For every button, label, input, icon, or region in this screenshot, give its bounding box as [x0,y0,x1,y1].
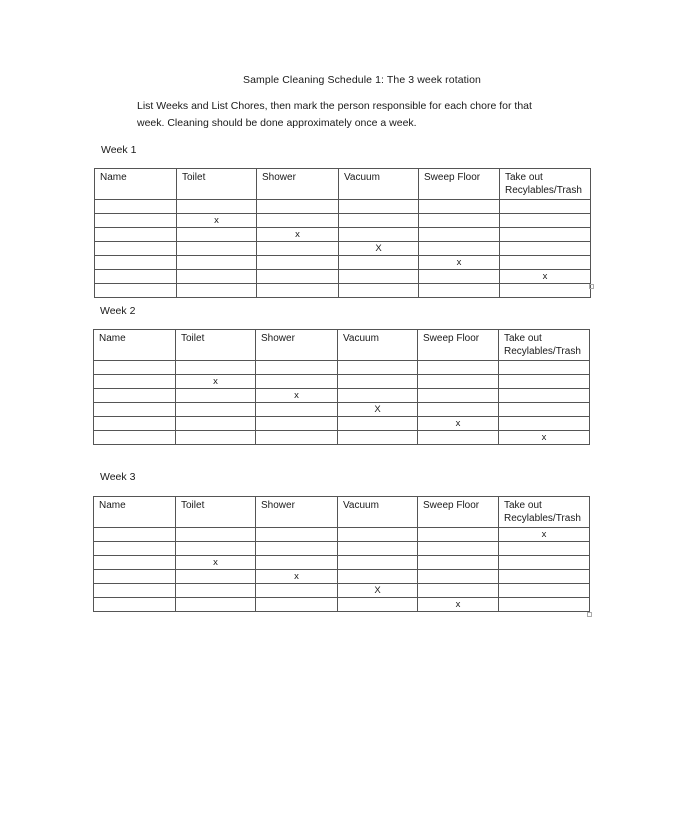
table-cell[interactable] [95,214,177,228]
table-cell[interactable] [94,389,176,403]
table-cell[interactable]: X [338,584,418,598]
table-cell[interactable] [256,361,338,375]
column-header: Shower [256,497,338,528]
table-row [94,598,590,612]
table-cell[interactable] [176,584,256,598]
table-cell[interactable] [94,542,176,556]
table-cell[interactable] [338,375,418,389]
table-cell[interactable] [338,570,418,584]
table-cell[interactable] [94,403,176,417]
table-cell[interactable] [177,200,257,214]
intro-line-2: week. Cleaning should be done approximately once a week. [137,117,417,129]
table-cell[interactable] [256,375,338,389]
table-cell[interactable] [176,431,256,445]
table-cell[interactable]: x [418,598,499,612]
table-row [94,389,590,403]
table-row [94,403,590,417]
table-cell[interactable] [177,228,257,242]
table-cell[interactable]: x [499,528,590,542]
table-cell[interactable]: x [176,375,256,389]
table-cell[interactable] [256,403,338,417]
table-row [95,284,591,298]
table-cell[interactable] [256,431,338,445]
table-cell[interactable] [94,375,176,389]
table-cell[interactable] [94,417,176,431]
header-row [94,497,590,528]
table-row [94,584,590,598]
table-cell[interactable] [257,200,339,214]
table-cell[interactable] [418,570,499,584]
table-cell[interactable] [177,242,257,256]
table-row [94,417,590,431]
table-cell[interactable] [95,242,177,256]
header-row [95,169,591,200]
table-cell[interactable] [176,417,256,431]
column-header: Vacuum [339,169,419,200]
table-cell[interactable] [338,528,418,542]
table-cell[interactable] [419,214,500,228]
table-cell[interactable] [339,228,419,242]
table-cell[interactable] [418,584,499,598]
table-row [95,228,591,242]
document-title: Sample Cleaning Schedule 1: The 3 week rotation [243,74,481,86]
table-cell[interactable] [500,200,591,214]
column-header: Vacuum [338,330,418,361]
table-cell[interactable] [419,270,500,284]
table-cell[interactable] [500,228,591,242]
table-cell[interactable] [95,256,177,270]
column-header: Toilet [177,169,257,200]
table-row [95,242,591,256]
table-cell[interactable] [418,361,499,375]
column-header: Name [95,169,177,200]
table-cell[interactable] [499,556,590,570]
table-cell[interactable] [176,570,256,584]
table-row [95,200,591,214]
table-cell[interactable] [177,284,257,298]
table-cell[interactable] [499,389,590,403]
column-header: Take out Recylables/Trash [499,497,590,528]
table-cell[interactable] [500,242,591,256]
table-cell[interactable] [256,542,338,556]
column-header: Vacuum [338,497,418,528]
table-cell[interactable] [418,528,499,542]
table-cell[interactable] [256,417,338,431]
table-cell[interactable] [419,228,500,242]
table-cell[interactable] [418,389,499,403]
week-3-heading: Week 3 [100,471,136,483]
table-row [95,270,591,284]
table-row [94,375,590,389]
table-cell[interactable] [339,256,419,270]
table-cell[interactable] [419,242,500,256]
table-cell[interactable] [257,242,339,256]
table-cell[interactable] [95,270,177,284]
column-header: Sweep Floor [418,497,499,528]
table-cell[interactable] [257,270,339,284]
table-cell[interactable] [339,200,419,214]
table-cell[interactable] [176,542,256,556]
column-header: Sweep Floor [419,169,500,200]
table-cell[interactable] [338,598,418,612]
table-cell[interactable] [418,403,499,417]
table-cell[interactable]: x [418,417,499,431]
table-cell[interactable] [94,431,176,445]
table-cell[interactable] [499,417,590,431]
table-row [94,542,590,556]
table-cell[interactable] [499,598,590,612]
week-2-heading: Week 2 [100,305,136,317]
table-cell[interactable] [499,584,590,598]
column-header: Name [94,497,176,528]
table-cell[interactable] [176,361,256,375]
table-cell[interactable] [256,598,338,612]
table-cell[interactable] [257,214,339,228]
table-cell[interactable] [95,200,177,214]
table-cell[interactable] [500,256,591,270]
table-cell[interactable]: x [256,570,338,584]
column-header: Take out Recylables/Trash [499,330,590,361]
table-cell[interactable] [177,270,257,284]
table-cell[interactable] [338,389,418,403]
column-header: Name [94,330,176,361]
table-cell[interactable] [419,200,500,214]
table-cell[interactable] [95,284,177,298]
table-cell[interactable] [499,542,590,556]
table-cell[interactable] [419,284,500,298]
table-cell[interactable] [256,584,338,598]
table-cell[interactable]: x [256,389,338,403]
table-cell[interactable] [256,528,338,542]
table-cell[interactable] [418,556,499,570]
table-cell[interactable] [94,584,176,598]
column-header: Shower [256,330,338,361]
table-cell[interactable] [177,256,257,270]
table-cell[interactable] [499,361,590,375]
table-row [95,256,591,270]
table-cell[interactable] [338,542,418,556]
table-row [94,556,590,570]
table-resize-handle [589,284,594,289]
table-cell[interactable] [176,528,256,542]
table-cell[interactable]: x [257,228,339,242]
table-row [94,431,590,445]
table-cell[interactable]: x [499,431,590,445]
table-cell[interactable] [499,403,590,417]
table-row [94,528,590,542]
table-cell[interactable] [418,431,499,445]
table-cell[interactable] [94,361,176,375]
table-cell[interactable] [339,284,419,298]
table-cell[interactable] [499,375,590,389]
column-header: Shower [257,169,339,200]
table-resize-handle [587,612,592,617]
table-cell[interactable] [338,556,418,570]
week-2-table [93,329,590,445]
table-cell[interactable] [339,214,419,228]
table-cell[interactable] [338,361,418,375]
table-cell[interactable]: x [177,214,257,228]
table-cell[interactable] [256,556,338,570]
table-cell[interactable] [339,270,419,284]
table-cell[interactable] [176,403,256,417]
table-cell[interactable]: X [338,403,418,417]
table-cell[interactable] [257,284,339,298]
table-cell[interactable]: x [419,256,500,270]
table-row [95,214,591,228]
table-cell[interactable] [338,417,418,431]
table-cell[interactable] [499,570,590,584]
week-3-table [93,496,590,612]
table-cell[interactable] [95,228,177,242]
table-cell[interactable] [94,556,176,570]
table-cell[interactable] [257,256,339,270]
table-cell[interactable] [176,389,256,403]
table-cell[interactable] [418,375,499,389]
week-1-heading: Week 1 [101,144,137,156]
column-header: Sweep Floor [418,330,499,361]
table-cell[interactable] [500,284,591,298]
table-cell[interactable] [418,542,499,556]
column-header: Toilet [176,330,256,361]
table-cell[interactable] [176,598,256,612]
week-1-table [94,168,591,298]
intro-paragraph [137,98,557,132]
header-row [94,330,590,361]
column-header: Take out Recylables/Trash [500,169,591,200]
table-cell[interactable] [94,528,176,542]
table-row [94,570,590,584]
table-cell[interactable] [338,431,418,445]
table-cell[interactable]: x [500,270,591,284]
column-header: Toilet [176,497,256,528]
table-cell[interactable]: x [176,556,256,570]
table-cell[interactable] [94,570,176,584]
table-cell[interactable]: X [339,242,419,256]
table-cell[interactable] [500,214,591,228]
table-row [94,361,590,375]
intro-line-1: List Weeks and List Chores, then mark the person responsible for each chore for that [137,100,532,112]
table-cell[interactable] [94,598,176,612]
